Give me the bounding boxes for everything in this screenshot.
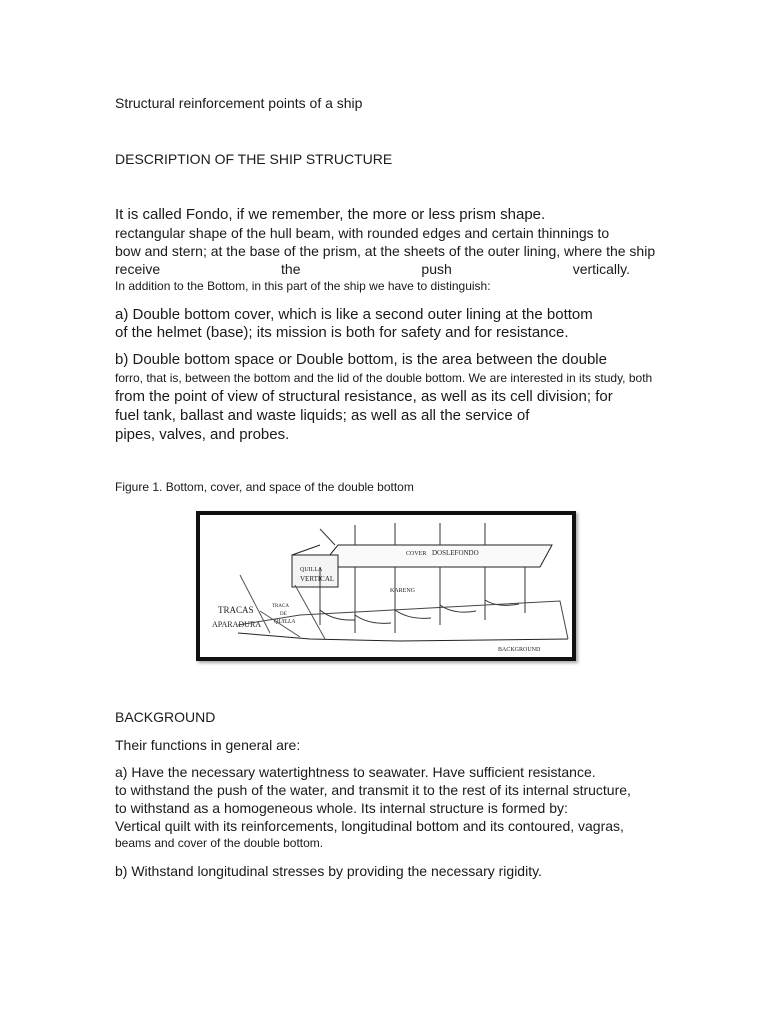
- label-tracas: TRACAS: [218, 605, 254, 615]
- func-a-line3: to withstand as a homogeneous whole. Its internal structure is formed by:: [115, 800, 568, 816]
- item-b-line4: fuel tank, ballast and waste liquids; as well as all the service of: [115, 407, 530, 424]
- label-de: DE: [280, 612, 287, 617]
- item-b-line3: from the point of view of structural resistance, as well as its cell division; for: [115, 388, 613, 405]
- func-a-line1: a) Have the necessary watertightness to seawater. Have sufficient resistance.: [115, 764, 596, 780]
- section-heading: DESCRIPTION OF THE SHIP STRUCTURE: [115, 151, 393, 167]
- functions-intro: Their functions in general are:: [115, 737, 301, 753]
- item-a-line2: of the helmet (base); its mission is both for safety and for resistance.: [115, 324, 569, 341]
- item-b-line2: forro, that is, between the bottom and the lid of the double bottom. We are interested in its study, both: [115, 371, 653, 385]
- label-traca: TRACA: [272, 604, 289, 609]
- para1-line1: It is called Fondo, if we remember, the more or less prism shape.: [115, 206, 546, 223]
- para1-line4: [115, 262, 630, 276]
- para1-word: the: [281, 261, 301, 277]
- double-bottom-figure: [196, 511, 576, 661]
- para1-line3: bow and stern; at the base of the prism, at the sheets of the outer lining, where the ship: [115, 243, 656, 259]
- func-a-line5: beams and cover of the double bottom.: [115, 836, 324, 850]
- item-b-line5: pipes, valves, and probes.: [115, 426, 290, 443]
- label-doslefondo: DOSLEFONDO: [432, 549, 479, 557]
- func-b-line1: b) Withstand longitudinal stresses by providing the necessary rigidity.: [115, 863, 542, 879]
- label-aparadura: APARADURA: [212, 620, 262, 629]
- func-a-line2: to withstand the push of the water, and transmit it to the rest of its internal structure,: [115, 782, 631, 798]
- label-quilla-2: QUILLA: [274, 619, 296, 625]
- figure-caption: Figure 1. Bottom, cover, and space of the double bottom: [115, 480, 414, 494]
- double-bottom-diagram: [200, 515, 572, 657]
- func-a-line4: Vertical quilt with its reinforcements, longitudinal bottom and its contoured, vagras,: [115, 818, 624, 834]
- label-vertical: VERTICAL: [300, 575, 335, 583]
- background-heading: BACKGROUND: [115, 709, 216, 725]
- item-b-line1: b) Double bottom space or Double bottom, is the area between the double: [115, 351, 607, 368]
- item-a-line1: a) Double bottom cover, which is like a second outer lining at the bottom: [115, 306, 593, 323]
- label-background: BACKGROUND: [498, 647, 541, 653]
- para1-line5: In addition to the Bottom, in this part of the ship we have to distinguish:: [115, 279, 491, 293]
- label-cover: COVER: [406, 551, 427, 557]
- para1-line2: rectangular shape of the hull beam, with rounded edges and certain thinnings to: [115, 225, 610, 241]
- label-kareng: KARENG: [390, 588, 415, 594]
- para1-word: vertically.: [572, 261, 630, 277]
- para1-word: receive: [115, 261, 161, 277]
- label-quilla: QUILLA: [300, 567, 323, 573]
- para1-word: push: [421, 261, 452, 277]
- document-title: Structural reinforcement points of a ship: [115, 95, 363, 111]
